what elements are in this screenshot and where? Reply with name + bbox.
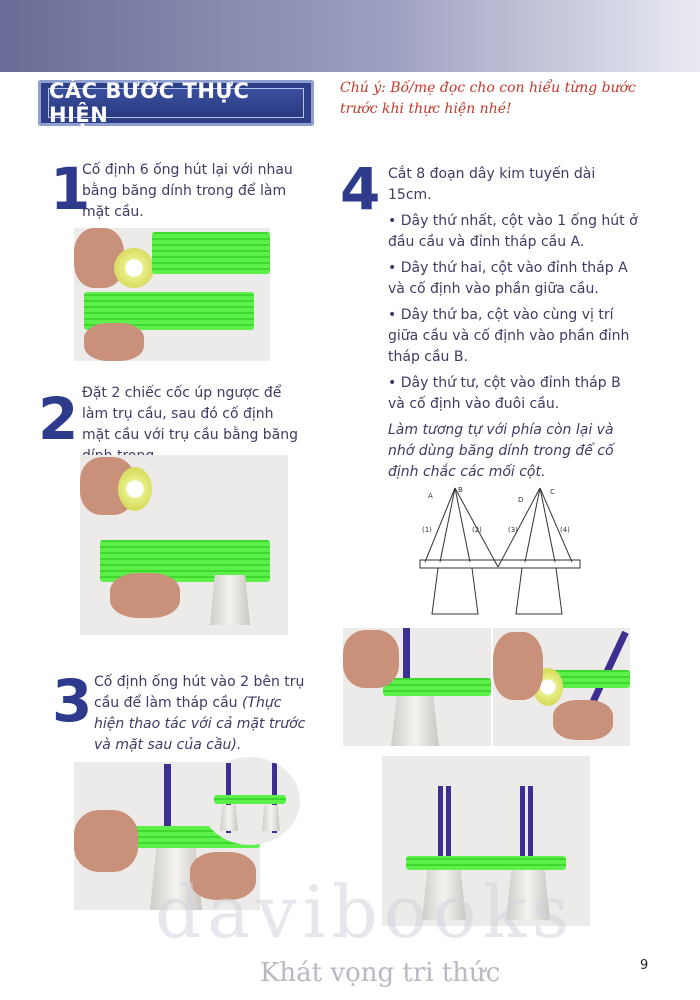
diagram-label: B <box>458 486 463 494</box>
step-4-bullet: • Dây thứ tư, cột vào đỉnh tháp B và cố định vào đuôi cầu. <box>388 375 621 412</box>
step-4-intro: Cắt 8 đoạn dây kim tuyến dài 15cm. <box>388 166 596 203</box>
diagram-label: (4) <box>560 526 570 534</box>
diagram-label: (2) <box>472 526 482 534</box>
page-number: 9 <box>640 958 649 973</box>
parent-note: Chú ý: Bố/mẹ đọc cho con hiểu từng bước trước khi thực hiện nhé! <box>340 80 636 117</box>
bridge-diagram <box>400 482 600 622</box>
tagline: Khát vọng tri thức <box>260 958 501 988</box>
step-3-number: 3 <box>52 667 93 735</box>
step-2-number: 2 <box>38 385 79 453</box>
diagram-label: C <box>550 488 555 496</box>
step-3-inset-photo <box>200 757 300 845</box>
step-1-text: Cố định 6 ống hút lại với nhau bằng băng dính trong để làm mặt cầu. <box>82 162 293 220</box>
section-title-banner <box>38 80 314 126</box>
step-4-photo-left <box>343 628 491 746</box>
step-4-bullet: • Dây thứ ba, cột vào cùng vị trí giữa cầu và cố định vào phần đỉnh tháp cầu B. <box>388 307 630 365</box>
diagram-label: (1) <box>422 526 432 534</box>
watermark: davibooks <box>155 870 576 954</box>
step-1-photo <box>74 228 270 361</box>
step-2-text: Đặt 2 chiếc cốc úp ngược để làm trụ cầu, sau đó cố định mặt cầu với trụ cầu bằng băng <box>82 385 299 443</box>
section-title: CÁC BƯỚC THỰC HIỆN <box>49 79 250 127</box>
diagram-label: A <box>428 492 433 500</box>
step-2-photo <box>80 455 288 635</box>
diagram-label: D <box>518 496 524 504</box>
step-4-photo-right <box>493 628 630 746</box>
header-band <box>0 0 700 72</box>
step-4-bullet: • Dây thứ nhất, cột vào 1 ống hút ở đầu cầu và đỉnh tháp cầu A. <box>388 213 638 250</box>
step-4-text <box>388 164 638 483</box>
step-4-tip: Làm tương tự với phía còn lại và nhớ dùng băng dính trong để cố định chắc các mối cột. <box>388 422 614 480</box>
step-4-bullet: • Dây thứ hai, cột vào đỉnh tháp A và cố định vào phần giữa cầu. <box>388 260 628 297</box>
step-4-number: 4 <box>340 155 381 223</box>
diagram-label: (3) <box>508 526 518 534</box>
step-3-text: Cố định ống hút vào 2 bên trụ cầu để làm tháp cầu (Thực hiện thao tác với cả mặt trước và mặt sau của cầu). <box>94 674 306 753</box>
step-1-number: 1 <box>50 155 91 223</box>
